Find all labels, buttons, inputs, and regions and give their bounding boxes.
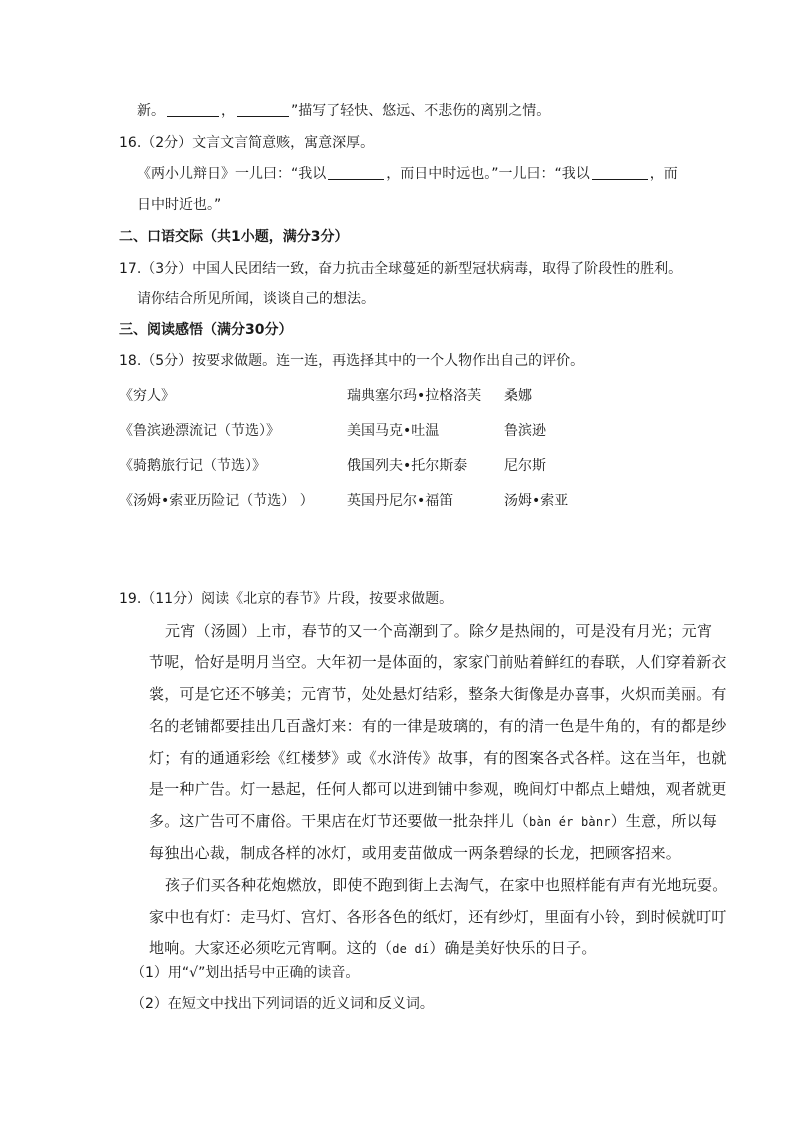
q15-tail-line [137,101,550,121]
q18-character-2[interactable]: 鲁滨逊 [504,423,546,439]
q16-text-a: 《两小儿辩日》一儿曰：“我以 [137,166,327,182]
passage-line-with-pinyin [149,938,597,959]
q16-title: 16.（2分）文言文言简意赅，寓意深厚。 [119,135,375,151]
q18-title: 18.（5分）按要求做题。连一连，再选择其中的一个人物作出自己的评价。 [119,353,585,369]
q18-book-1[interactable]: 《穷人》 [119,388,175,404]
q19-title: 19.（11分）阅读《北京的春节》片段，按要求做题。 [119,591,454,607]
passage-line-with-pinyin [149,811,717,832]
section-3-heading: 三、阅读感悟（满分30分） [119,322,293,338]
q18-author-3[interactable]: 俄国列夫•托尔斯泰 [347,458,468,474]
q16-line3: 日中时近也。” [137,197,222,213]
q18-author-4[interactable]: 英国丹尼尔•福笛 [347,493,454,509]
passage-line: 元宵（汤圆）上市，春节的又一个高潮到了。除夕是热闹的，可是没有月光；元宵 [165,622,713,640]
q15-sep: ， [221,103,235,119]
q18-book-3[interactable]: 《骑鹅旅行记（节选）》 [119,458,266,474]
passage-line: 名的老铺都要挂出几百盏灯来：有的一律是玻璃的，有的清一色是牛角的，有的都是纱 [149,717,727,735]
passage-text: 多。这广告可不庸俗。干果店在灯节还要做一批杂拌儿（ [149,812,530,830]
q18-character-1[interactable]: 桑娜 [504,388,532,404]
q16-line2 [137,164,678,184]
q16-blank-2[interactable] [592,165,648,180]
passage-text: ）确是美好快乐的日子。 [429,939,597,957]
q18-book-4[interactable]: 《汤姆•索亚历险记（节选） ） [119,493,314,509]
q16-blank-1[interactable] [328,165,384,180]
q18-book-2[interactable]: 《鲁滨逊漂流记（节选）》 [119,423,280,439]
passage-line: 裳，可是它还不够美；元宵节，处处悬灯结彩，整条大街像是办喜事，火炽而美丽。有 [149,685,727,703]
q17-line1: 17.（3分）中国人民团结一致，奋力抗击全球蔓延的新型冠状病毒，取得了阶段性的胜利。 [119,261,683,277]
pinyin-options[interactable]: de dí [392,942,430,956]
q16-text-c: ，而 [649,166,678,182]
q19-sub-question-2: （2）在短文中找出下列词语的近义词和反义词。 [131,996,434,1012]
q18-author-1[interactable]: 瑞典塞尔玛•拉格洛芙 [347,388,482,404]
passage-line: 家中也有灯：走马灯、宫灯、各形各色的纸灯，还有纱灯，里面有小铃，到时候就叮叮 [149,908,727,926]
passage-line: 是一种广告。灯一悬起，任何人都可以进到铺中参观，晚间灯中都点上蜡烛，观者就更 [149,780,727,798]
q18-character-3[interactable]: 尼尔斯 [504,458,546,474]
q15-start: 新。 [137,103,165,119]
passage-text: ）生意，所以每 [610,812,718,830]
section-2-heading: 二、口语交际（共1小题，满分3分） [119,229,349,245]
q15-blank-2[interactable] [237,102,289,117]
q18-author-2[interactable]: 美国马克•吐温 [347,423,440,439]
passage-text: 地响。大家还必须吃元宵啊。这的（ [149,939,393,957]
q15-end: ”描写了轻快、悠远、不悲伤的离别之情。 [291,103,551,119]
q16-text-b: ，而日中时远也。”一儿曰：“我以 [386,166,590,182]
pinyin-options[interactable]: bàn ér bànr [529,815,611,829]
passage-line: 每独出心裁，制成各样的冰灯，或用麦苗做成一两条碧绿的长龙，把顾客招来。 [149,844,682,862]
q19-sub-question-1: （1）用“√”划出括号中正确的读音。 [131,965,360,981]
q18-character-4[interactable]: 汤姆•索亚 [504,493,569,509]
q15-blank-1[interactable] [167,102,219,117]
passage-line: 灯；有的通通彩绘《红楼梦》或《水浒传》故事，有的图案各式各样。这在当年，也就 [149,749,727,767]
q17-line2: 请你结合所见所闻，谈谈自己的想法。 [137,291,375,307]
passage-line: 孩子们买各种花炮燃放，即使不跑到街上去淘气，在家中也照样能有声有光地玩耍。 [165,876,728,894]
passage-line: 节呢，恰好是明月当空。大年初一是体面的，家家门前贴着鲜红的春联，人们穿着新衣 [149,653,727,671]
